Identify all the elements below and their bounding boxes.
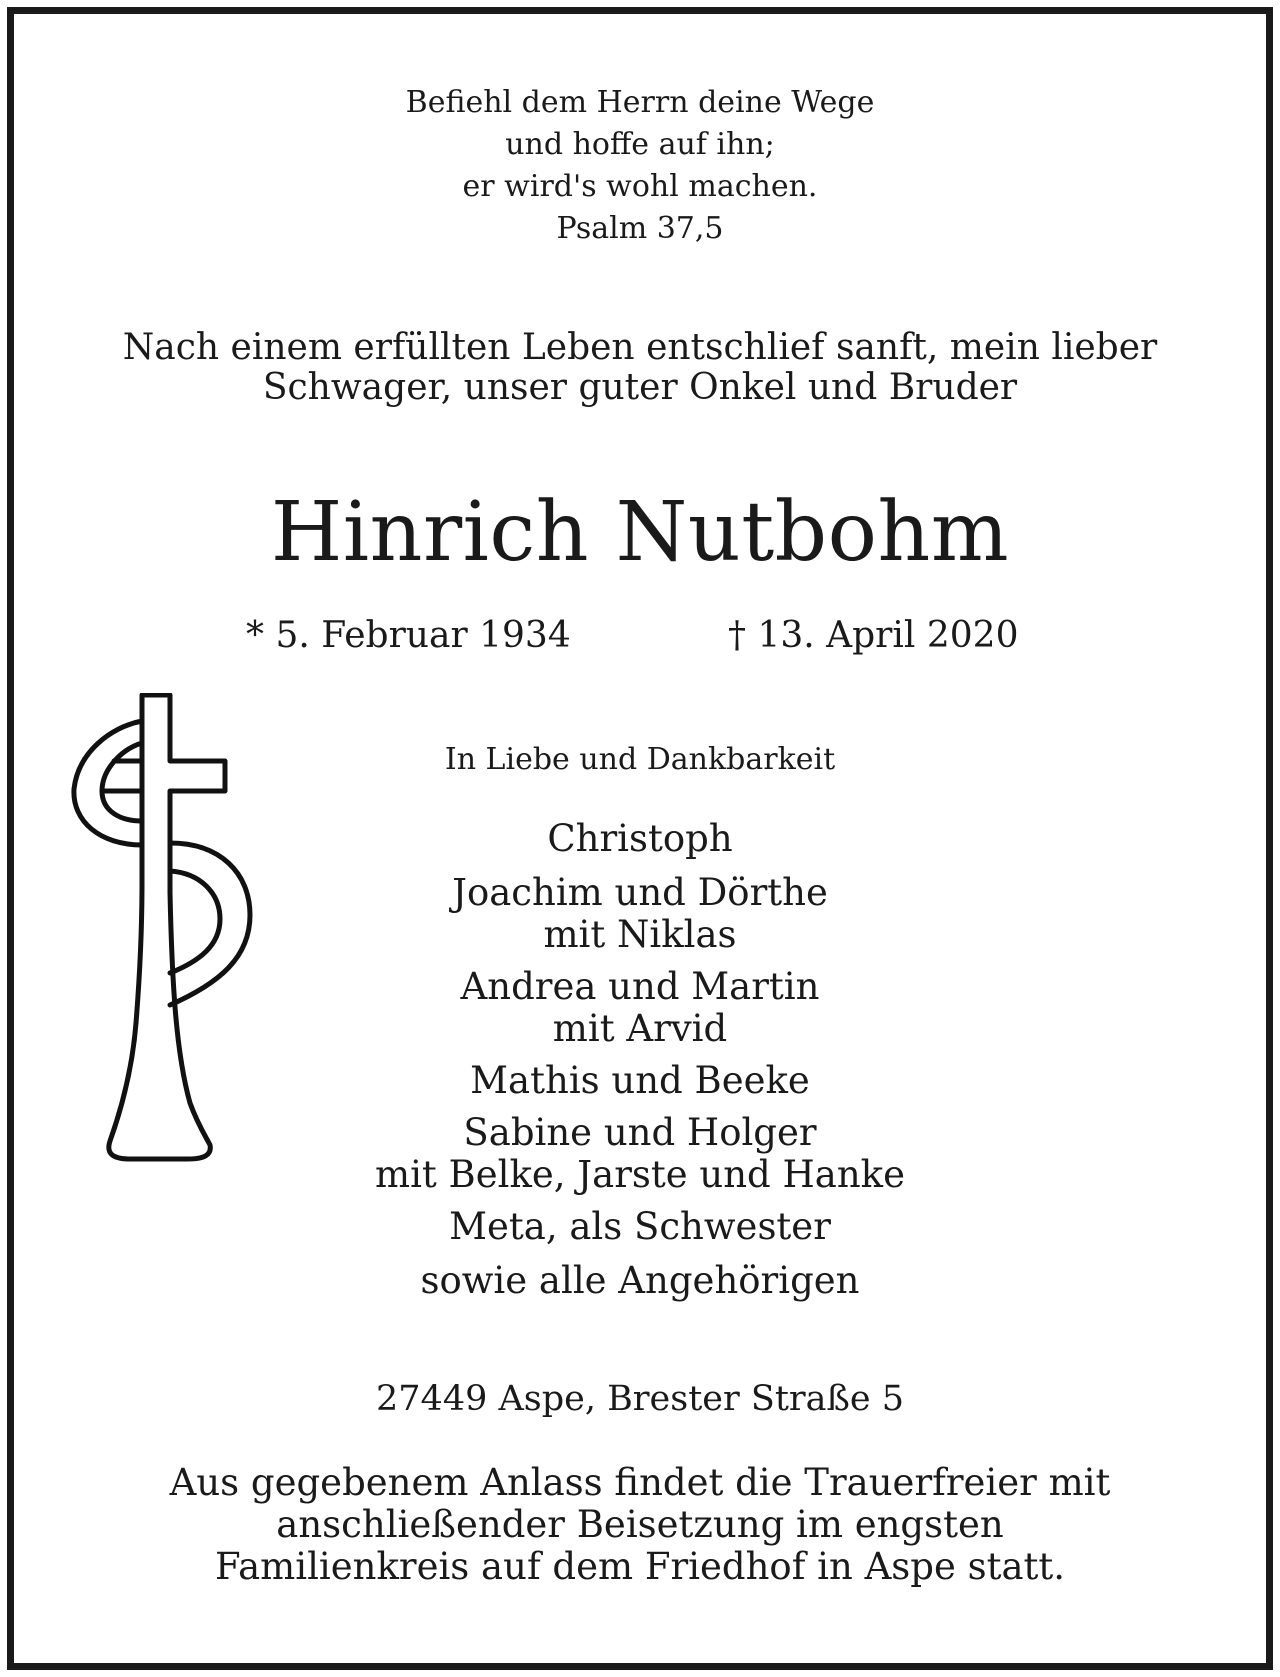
intro-line-2: Schwager, unser guter Onkel und Bruder xyxy=(262,367,1018,408)
mourners-heading: In Liebe und Dankbarkeit xyxy=(444,742,836,777)
mourner-line: Christoph xyxy=(547,817,733,860)
notice-line-1: Aus gegebenem Anlass findet die Trauerfreier mit xyxy=(169,1461,1111,1504)
intro-line-1: Nach einem erfüllten Leben entschlief sanft, mein lieber xyxy=(122,327,1158,368)
mourner-line: Joachim und Dörthe xyxy=(452,871,828,914)
verse-line-2: und hoffe auf ihn; xyxy=(505,127,775,162)
verse-reference: Psalm 37,5 xyxy=(556,211,724,246)
mourner-line: Andrea und Martin xyxy=(460,965,820,1008)
deceased-name: Hinrich Nutbohm xyxy=(270,485,1010,580)
mourner-line: Sabine und Holger xyxy=(463,1111,817,1154)
mourner-line: Mathis und Beeke xyxy=(470,1059,810,1102)
verse-line-1: Befiehl dem Herrn deine Wege xyxy=(405,85,875,120)
birth-date: * 5. Februar 1934 xyxy=(246,615,571,656)
mourner-line: mit Niklas xyxy=(543,913,737,956)
notice-line-2: anschließender Beisetzung im engsten xyxy=(276,1503,1004,1546)
mourner-line: sowie alle Angehörigen xyxy=(420,1259,860,1302)
mourner-line: mit Belke, Jarste und Hanke xyxy=(375,1153,905,1196)
death-date: † 13. April 2020 xyxy=(728,615,1019,656)
notice-line-3: Familienkreis auf dem Friedhof in Aspe statt. xyxy=(214,1545,1066,1588)
mourner-line: mit Arvid xyxy=(552,1007,728,1050)
verse-line-3: er wird's wohl machen. xyxy=(462,169,818,204)
mourner-line: Meta, als Schwester xyxy=(449,1205,831,1248)
address: 27449 Aspe, Brester Straße 5 xyxy=(376,1379,904,1419)
